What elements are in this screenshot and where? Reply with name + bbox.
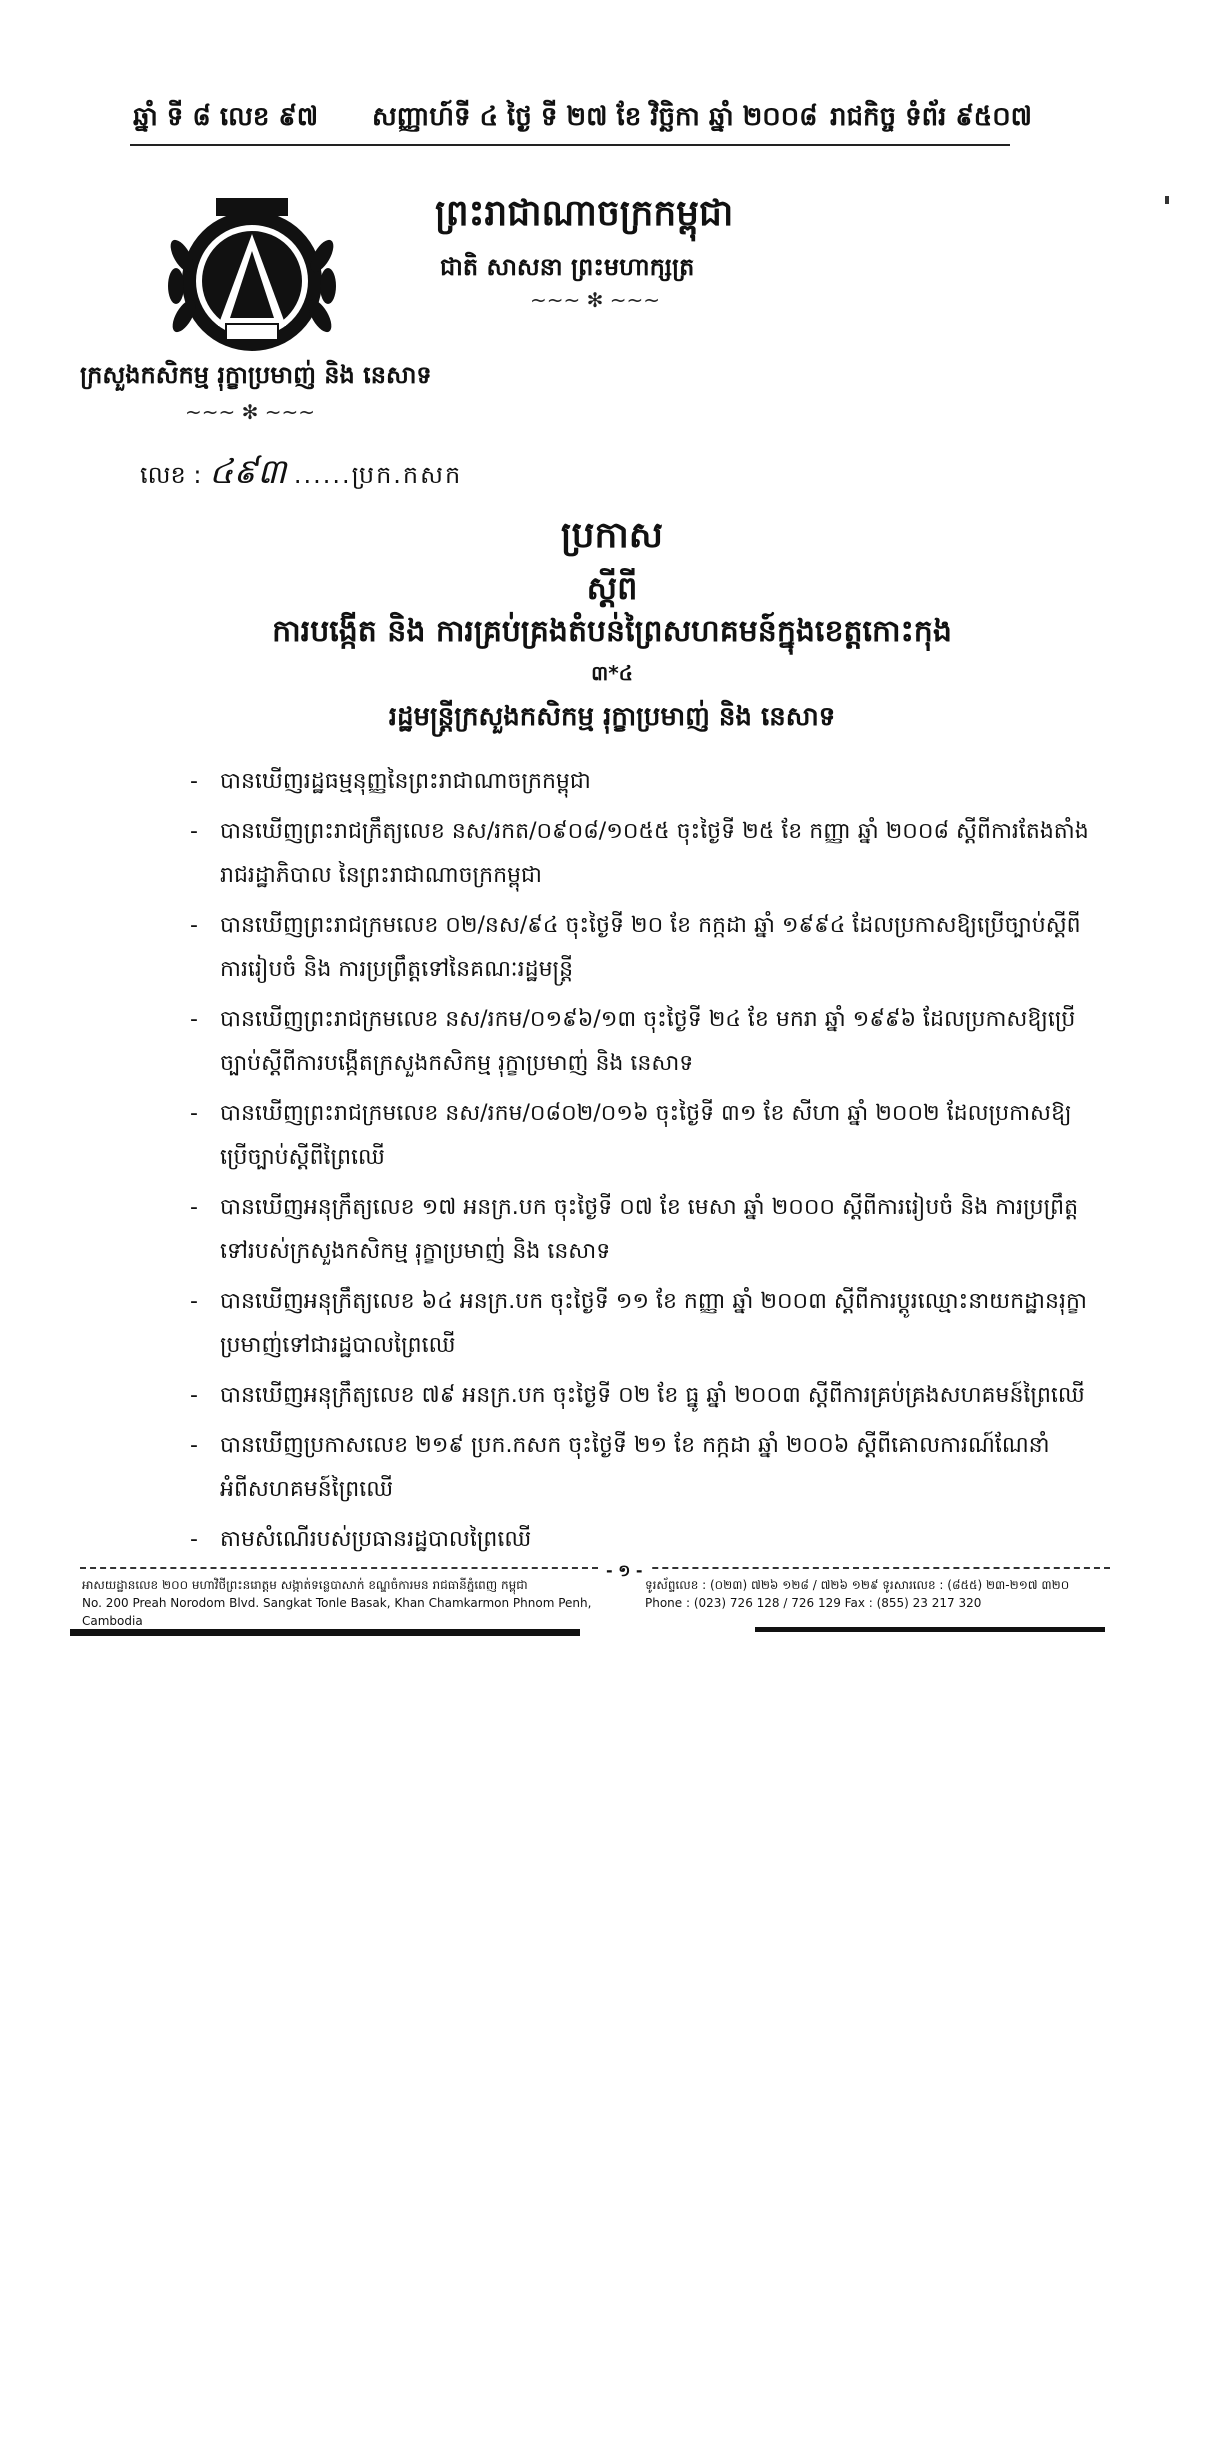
reference-text: បានឃើញអនុក្រឹត្យលេខ ៦៤ អនក្រ.បក ចុះថ្ងៃទី ១១ ខែ កញ្ញា ឆ្នាំ ២០០៣ ស្តីពីការប្តូរឈ្មោះនាយកដ្ឋានរុក្ខាប្រមាញ់ទៅជារដ្ឋបាលព្រៃឈើ (220, 1289, 1087, 1358)
scan-speck (1165, 196, 1169, 204)
list-item: - តាមសំណើរបស់ប្រធានរដ្ឋបាលព្រៃឈើ (190, 1527, 532, 1552)
phone-khmer: ទូរស័ព្ទលេខ : (០២៣) ៧២៦ ១២៨ / ៧២៦ ១២៩ ទូរសារលេខ : (៨៥៥) ២៣-២១៧ ៣២០ (645, 1578, 1070, 1592)
reference-text: បានឃើញអនុក្រឹត្យលេខ ៧៩ អនក្រ.បក ចុះថ្ងៃទី ០២ ខែ ធ្នូ ឆ្នាំ ២០០៣ ស្តីពីការគ្រប់គ្រងសហគមន៍ព្រៃឈើ (220, 1383, 1085, 1408)
reference-text: បានឃើញប្រកាសលេខ ២១៩ ប្រក.កសក ចុះថ្ងៃទី ២១ ខែ កក្កដា ឆ្នាំ ២០០៦ ស្តីពីគោលការណ៍ណែនាំអំពីសហគមន៍ព្រៃឈើ (220, 1433, 1050, 1502)
footer-bar (755, 1627, 1105, 1632)
national-motto: ជាតិ សាសនា ព្រះមហាក្សត្រ (440, 253, 695, 281)
reference-text: បានឃើញព្រះរាជក្រមលេខ នស/រកម/០៨០២/០១៦ ចុះថ្ងៃទី ៣១ ខែ សីហា ឆ្នាំ ២០០២ ដែលប្រកាសឱ្យប្រើច្បាប់ស្តីពីព្រៃឈើ (220, 1101, 1072, 1170)
list-item: - បានឃើញប្រកាសលេខ ២១៩ ប្រក.កសក ចុះថ្ងៃទី ២១ ខែ កក្កដា ឆ្នាំ ២០០៦ ស្តីពីគោលការណ៍ណែនាំអំពីសហគមន៍ព្រៃឈើ (190, 1433, 1050, 1502)
ministry-name: ក្រសួងកសិកម្ម រុក្ខាប្រមាញ់ និង នេសាទ (80, 361, 432, 389)
document-subtitle: ស្តីពី (586, 569, 638, 607)
phone-english: Phone : (023) 726 128 / 726 129 Fax : (855) 23 217 320 (645, 1596, 982, 1610)
reference-text: បានឃើញព្រះរាជក្រមលេខ នស/រកម/០១៩៦/១៣ ចុះថ្ងៃទី ២៤ ខែ មករា ឆ្នាំ ១៩៩៦ ដែលប្រកាសឱ្យប្រើច្បាប់ស្តីពីការបង្កើតក្រសួងកសិកម្ម រុក្ខាប្រមាញ់ និង នេសាទ (220, 1007, 1076, 1076)
motto-ornament: ~~~ ✻ ~~~ (530, 288, 661, 312)
reference-text: បានឃើញអនុក្រឹត្យលេខ ១៧ អនក្រ.បក ចុះថ្ងៃទី ០៧ ខែ មេសា ឆ្នាំ ២០០០ ស្តីពីការរៀបចំ និង ការប្រព្រឹត្តទៅរបស់ក្រសួងកសិកម្ម រុក្ខាប្រមាញ់ និង នេសាទ (220, 1195, 1079, 1264)
reference-text: តាមសំណើរបស់ប្រធានរដ្ឋបាលព្រៃឈើ (220, 1527, 532, 1552)
gazette-page: រាជកិច្ច ទំព័រ ៩៥០៧ (830, 102, 1032, 132)
list-item: - បានឃើញព្រះរាជក្រឹត្យលេខ នស/រកត/០៩០៨/១០៥៥ ចុះថ្ងៃទី ២៥ ខែ កញ្ញា ឆ្នាំ ២០០៨ ស្តីពីការតែងតាំងរាជរដ្ឋាភិបាល នៃព្រះរាជាណាចក្រកម្ពុជា (190, 819, 1089, 888)
footer-contact (645, 1576, 1105, 1612)
reference-text: បានឃើញរដ្ឋធម្មនុញ្ញនៃព្រះរាជាណាចក្រកម្ពុជា (220, 769, 591, 794)
document-subject: ការបង្កើត និង ការគ្រប់គ្រងតំបន់ព្រៃសហគមន៍ក្នុងខេត្តកោះកុង (272, 614, 952, 649)
gazette-issue: ឆ្នាំ ទី ៨ លេខ ៩៧ (133, 102, 319, 132)
number-handwritten: ៤៩៣ (209, 452, 287, 492)
references-list (190, 760, 1090, 1568)
header-rule (130, 144, 1010, 146)
document-number (140, 450, 462, 500)
reference-text: បានឃើញព្រះរាជក្រមលេខ ០២/នស/៩៤ ចុះថ្ងៃទី ២០ ខែ កក្កដា ឆ្នាំ ១៩៩៤ ដែលប្រកាសឱ្យប្រើច្បាប់ស្តីពីការរៀបចំ និង ការប្រព្រឹត្តទៅនៃគណៈរដ្ឋមន្ត្រី (220, 913, 1081, 982)
title-ornament: ៣*៤ (591, 661, 633, 685)
footer-rule (80, 1567, 1110, 1569)
list-item: - បានឃើញអនុក្រឹត្យលេខ ១៧ អនក្រ.បក ចុះថ្ងៃទី ០៧ ខែ មេសា ឆ្នាំ ២០០០ ស្តីពីការរៀបចំ និង ការប្រព្រឹត្តទៅរបស់ក្រសួងកសិកម្ម រុក្ខាប្រមាញ់ និង នេសាទ (190, 1195, 1079, 1264)
list-item: - បានឃើញអនុក្រឹត្យលេខ ៧៩ អនក្រ.បក ចុះថ្ងៃទី ០២ ខែ ធ្នូ ឆ្នាំ ២០០៣ ស្តីពីការគ្រប់គ្រងសហគមន៍ព្រៃឈើ (190, 1383, 1085, 1408)
issuing-minister: រដ្ឋមន្ត្រីក្រសួងកសិកម្ម រុក្ខាប្រមាញ់ និង នេសាទ (388, 702, 836, 732)
ministry-emblem-icon (162, 196, 342, 366)
footer-bar (70, 1629, 580, 1636)
address-khmer: អាសយដ្ឋានលេខ ២០០ មហាវិថីព្រះនរោត្តម សង្កាត់ទន្លេបាសាក់ ខណ្ឌចំការមន រាជធានីភ្នំពេញ កម្ពុជា (82, 1578, 528, 1592)
list-item: - បានឃើញព្រះរាជក្រមលេខ នស/រកម/០៨០២/០១៦ ចុះថ្ងៃទី ៣១ ខែ សីហា ឆ្នាំ ២០០២ ដែលប្រកាសឱ្យប្រើច្បាប់ស្តីពីព្រៃឈើ (190, 1101, 1072, 1170)
document-title: ប្រកាស (560, 515, 664, 556)
list-item: - បានឃើញរដ្ឋធម្មនុញ្ញនៃព្រះរាជាណាចក្រកម្ពុជា (190, 769, 591, 794)
number-suffix: ......ប្រក.កសក (293, 461, 463, 489)
list-item: - បានឃើញព្រះរាជក្រមលេខ ០២/នស/៩៤ ចុះថ្ងៃទី ២០ ខែ កក្កដា ឆ្នាំ ១៩៩៤ ដែលប្រកាសឱ្យប្រើច្បាប់ស្តីពីការរៀបចំ និង ការប្រព្រឹត្តទៅនៃគណៈរដ្ឋមន្ត្រី (190, 913, 1081, 982)
number-prefix: លេខ : (140, 461, 202, 489)
list-item: - បានឃើញអនុក្រឹត្យលេខ ៦៤ អនក្រ.បក ចុះថ្ងៃទី ១១ ខែ កញ្ញា ឆ្នាំ ២០០៣ ស្តីពីការប្តូរឈ្មោះនាយកដ្ឋានរុក្ខាប្រមាញ់ទៅជារដ្ឋបាលព្រៃឈើ (190, 1289, 1087, 1358)
page-number: - ១ - (600, 1560, 649, 1584)
address-english: No. 200 Preah Norodom Blvd. Sangkat Tonle Basak, Khan Chamkarmon Phnom Penh, Cambodia (82, 1596, 592, 1628)
reference-text: បានឃើញព្រះរាជក្រឹត្យលេខ នស/រកត/០៩០៨/១០៥៥ ចុះថ្ងៃទី ២៥ ខែ កញ្ញា ឆ្នាំ ២០០៨ ស្តីពីការតែងតាំងរាជរដ្ឋាភិបាល នៃព្រះរាជាណាចក្រកម្ពុជា (220, 819, 1089, 888)
kingdom-name: ព្រះរាជាណាចក្រកម្ពុជា (435, 193, 734, 234)
footer-address (82, 1576, 622, 1630)
list-item: - បានឃើញព្រះរាជក្រមលេខ នស/រកម/០១៩៦/១៣ ចុះថ្ងៃទី ២៤ ខែ មករា ឆ្នាំ ១៩៩៦ ដែលប្រកាសឱ្យប្រើច្បាប់ស្តីពីការបង្កើតក្រសួងកសិកម្ម រុក្ខាប្រមាញ់ និង នេសាទ (190, 1007, 1076, 1076)
ministry-ornament: ~~~ ✻ ~~~ (185, 400, 316, 424)
gazette-date: សញ្ញាហ៍ទី ៤ ថ្ងៃ ទី ២៧ ខែ វិច្ឆិកា ឆ្នាំ ២០០៨ (372, 102, 818, 132)
